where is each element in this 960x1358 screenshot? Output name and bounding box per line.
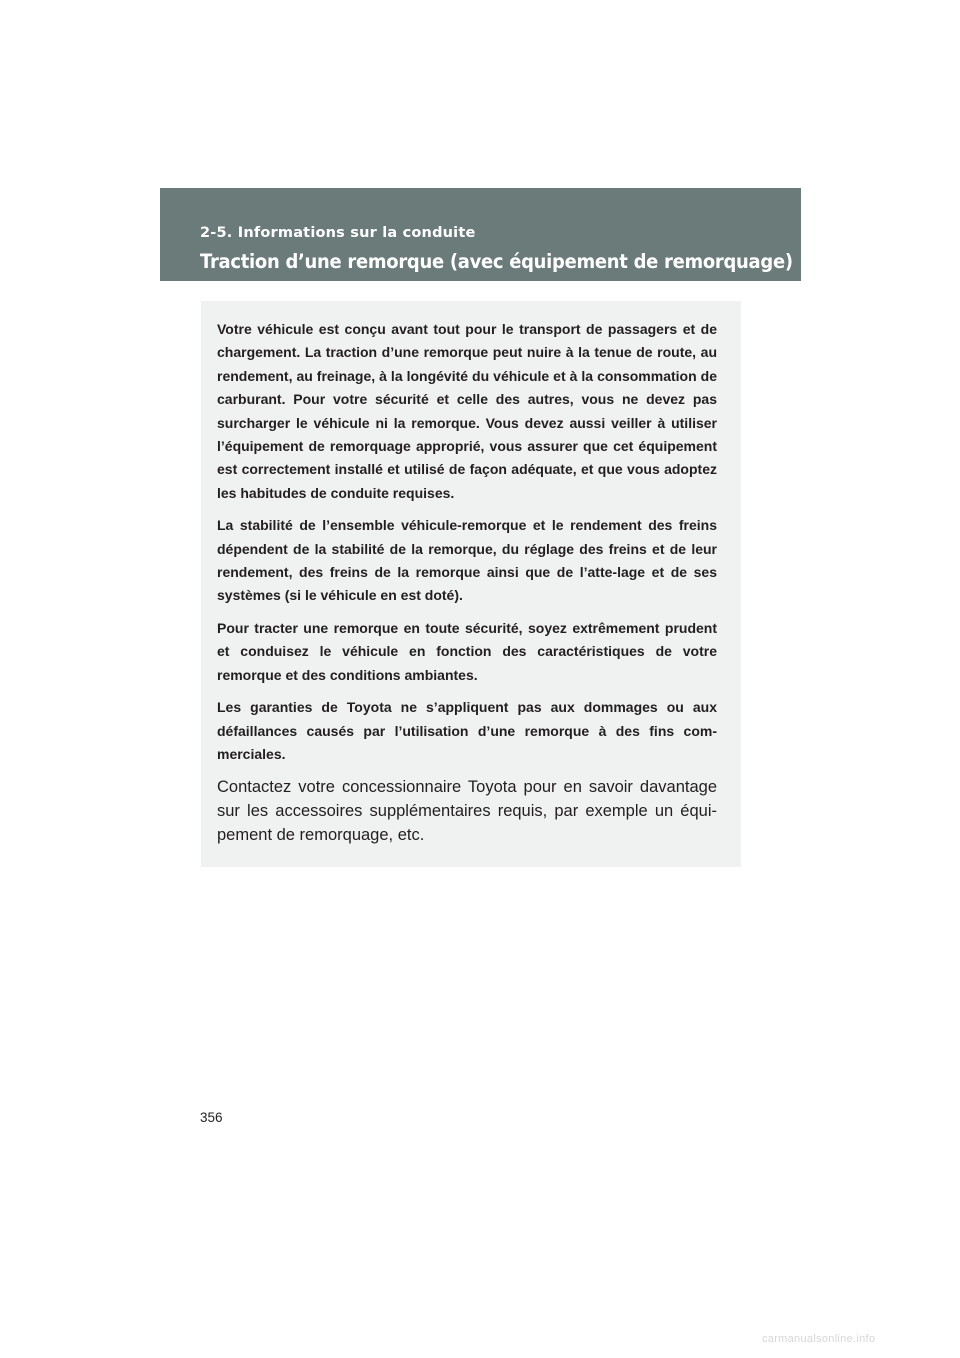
paragraph-safety: Pour tracter une remorque en toute sécurité, soyez extrêmement prudent et conduisez le véhicule en fonction des caractéristiques de votre remorque et des conditions ambiantes. [217, 619, 717, 683]
info-box [201, 301, 741, 867]
paragraph-stability: La stabilité de l’ensemble véhicule-remorque et le rendement des freins dépendent de la stabilité de la remorque, du réglage des freins et de leur rendement, des freins de la remorque ainsi que de l’atte-lage et de ses systèmes (si le véhicule en est doté). [217, 517, 717, 604]
page-title: Traction d’une remorque (avec équipement de remorquage) [200, 250, 793, 273]
page-number: 356 [200, 1110, 223, 1125]
section-label: 2-5. Informations sur la conduite [200, 225, 476, 241]
paragraph-vehicle-design: Votre véhicule est conçu avant tout pour le transport de passagers et de chargement. La traction d’une remorque peut nuire à la tenue de route, au rendement, au freinage, à la longévité du véhicule et à la consommation de carburant. Pour votre sécurité et celle des autres, vous ne devez pas surcharger le véhicule ni la remorque. Vous devez aussi veiller à utiliser l’équipement de remorquage approprié, vous assurer que cet équipement est correctement installé et utilisé de façon adéquate, et que vous adoptez les habitudes de conduite requises. [217, 321, 717, 501]
paragraph-contact-dealer: Contactez votre concessionnaire Toyota pour en savoir davantage sur les accessoires supplémentaires requis, par exemple un équi-pement de remorquage, etc. [217, 778, 717, 845]
section-header [160, 188, 801, 281]
watermark: carmanualsonline.info [762, 1333, 876, 1345]
paragraph-warranty: Les garanties de Toyota ne s’appliquent pas aux dommages ou aux défaillances causés par l’utilisation d’une remorque à des fins com-merciales. [217, 699, 717, 762]
